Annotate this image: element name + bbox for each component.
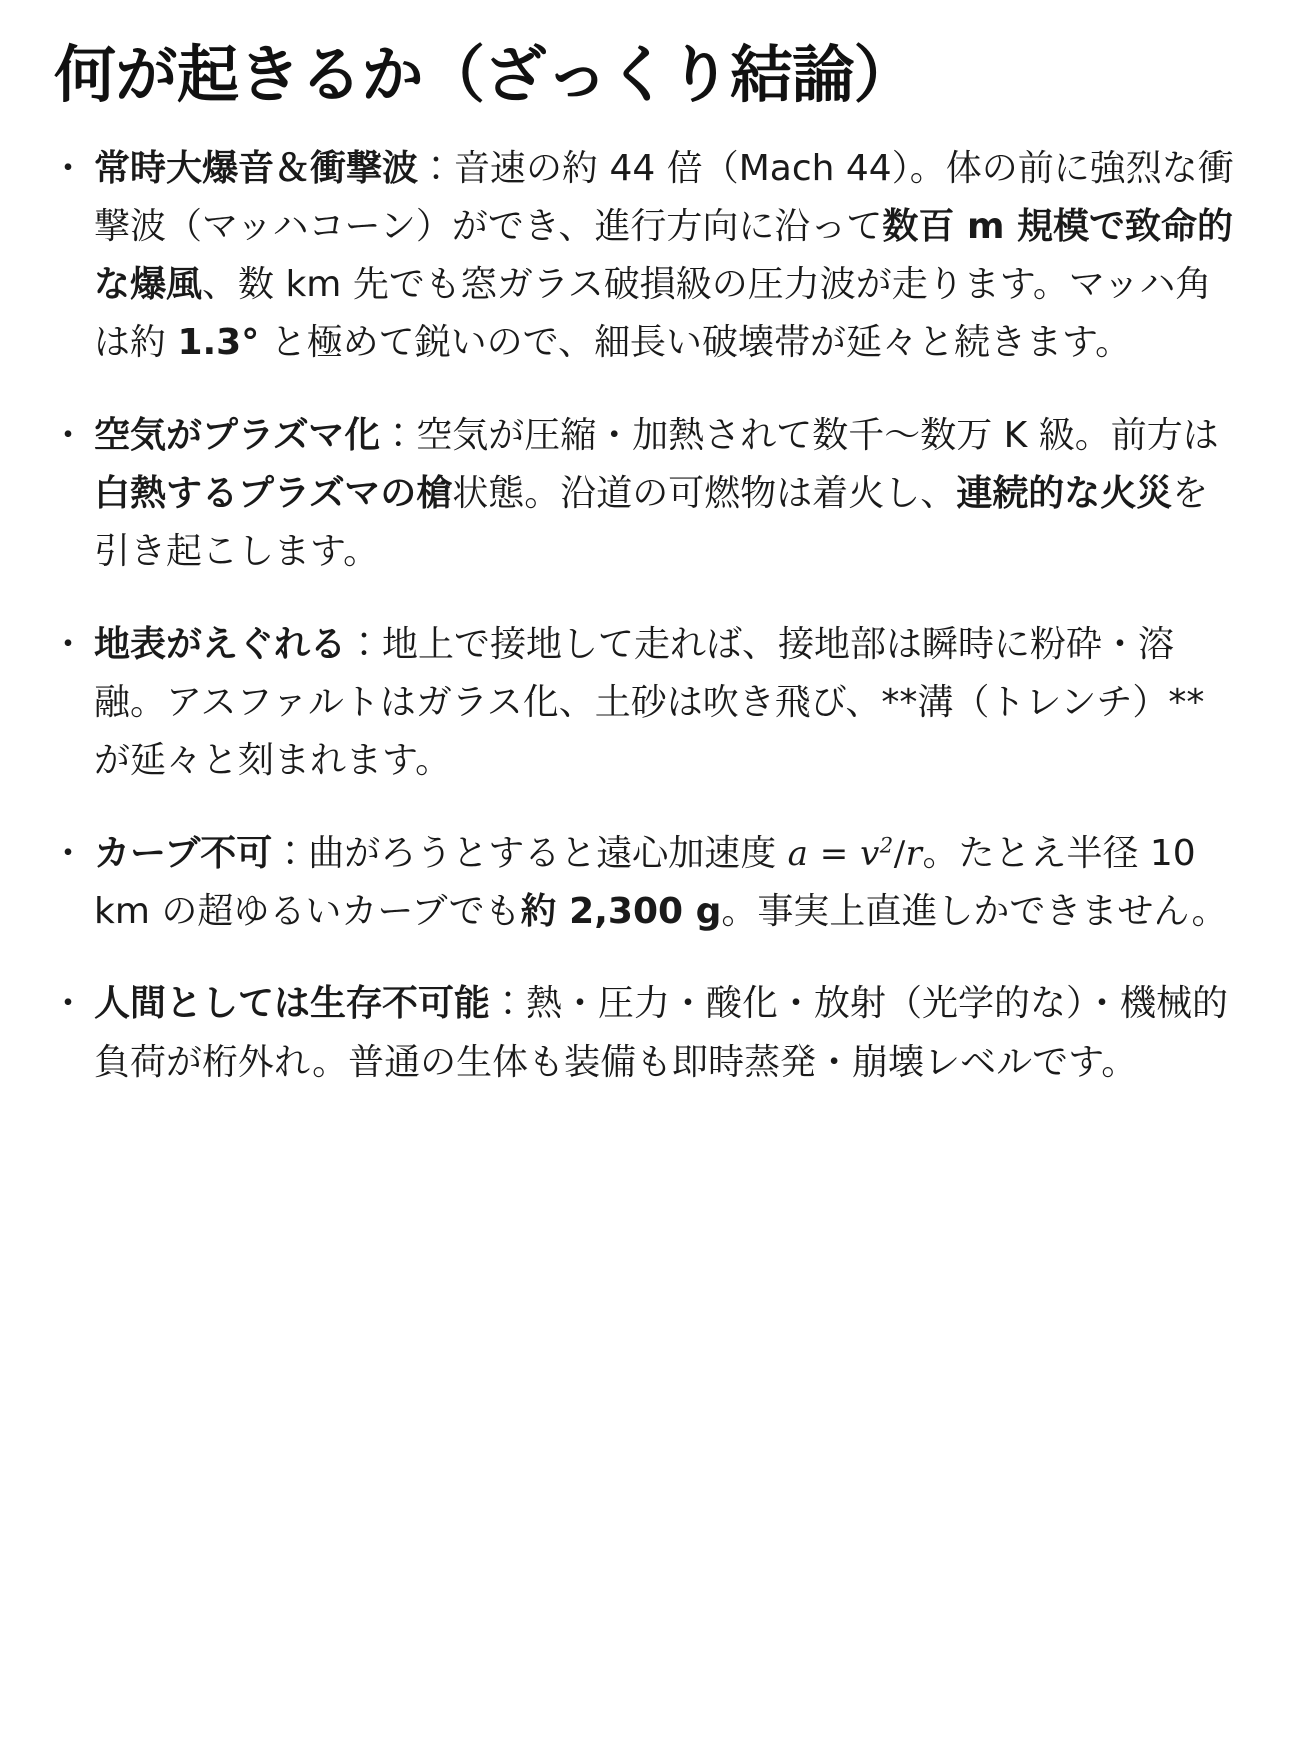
list-item xyxy=(50,140,1240,373)
bullet-colon: ： xyxy=(380,414,417,456)
bullet-body-part-3: と極めて鋭いので、細長い破壊帯が延々と続きます。 xyxy=(259,322,1132,364)
bullet-body-part-1: 曲がろうとすると遠心加速度 xyxy=(308,832,788,874)
bullet-body-part-3: 。事実上直進しかできません。 xyxy=(721,890,1228,932)
bullet-lead-term: カーブ不可 xyxy=(94,832,273,874)
formula-slash: / xyxy=(893,833,906,874)
bullet-strong-2: 連続的な火災 xyxy=(956,473,1173,515)
bullet-body-part-1: 空気が圧縮・加熱されて数千〜数万 K 級。前方は xyxy=(416,414,1219,456)
formula-var-r: r xyxy=(905,833,923,874)
list-item xyxy=(50,616,1240,791)
bullet-lead-term: 人間としては生存不可能 xyxy=(94,983,491,1025)
formula-var-a: a xyxy=(787,833,809,874)
bullet-lead-term: 空気がプラズマ化 xyxy=(94,414,381,456)
bullet-body-part-2: 、数 km 先でも窓ガラス破損級の圧力波が走ります。マッハ角は約 xyxy=(94,264,1212,364)
formula-equals: = xyxy=(808,833,861,874)
list-item xyxy=(50,825,1240,942)
formula-exponent: 2 xyxy=(879,832,894,858)
bullet-colon: ： xyxy=(490,983,527,1025)
bullet-colon: ： xyxy=(418,147,455,189)
bullet-colon: ： xyxy=(346,623,383,665)
bullet-body-part-3: を引き起こします。 xyxy=(94,473,1209,573)
page-title: 何が起きるか（ざっくり結論） xyxy=(54,38,916,111)
bullet-body-part-1: 熱・圧力・酸化・放射（光学的な）・機械的負荷が桁外れ。普通の生体も装備も即時蒸発・崩壊レベルです。 xyxy=(94,983,1229,1083)
bullet-strong-1: 白熱するプラズマの槍 xyxy=(94,473,453,515)
bullet-body-part-2: 。たとえ半径 10 km の超ゆるいカーブでも xyxy=(94,832,1196,932)
list-item xyxy=(50,975,1240,1092)
conclusion-bullet-list xyxy=(50,140,1240,1092)
bullet-strong-2: 1.3° xyxy=(177,322,260,364)
list-item xyxy=(50,407,1240,582)
centrifugal-acceleration-formula xyxy=(788,834,923,874)
bullet-body-part-1: 地上で接地して走れば、接地部は瞬時に粉砕・溶融。アスファルトはガラス化、土砂は吹き飛び、**溝（トレンチ）**が延々と刻まれます。 xyxy=(94,623,1205,782)
bullet-body-part-2: 状態。沿道の可燃物は着火し、 xyxy=(452,473,957,515)
bullet-strong-1: 数百 m 規模で致命的な爆風 xyxy=(94,205,1233,306)
bullet-lead-term: 常時大爆音＆衝撃波 xyxy=(94,147,419,189)
bullet-lead-term: 地表がえぐれる xyxy=(94,623,347,665)
formula-var-v: v xyxy=(860,833,880,874)
bullet-body-part-1: 音速の約 44 倍（Mach 44）。体の前に強烈な衝撃波（マッハコーン）ができ、進行方向に沿って xyxy=(94,147,1234,247)
bullet-strong-2: 約 2,300 g xyxy=(520,890,722,932)
bullet-colon: ： xyxy=(272,832,309,874)
